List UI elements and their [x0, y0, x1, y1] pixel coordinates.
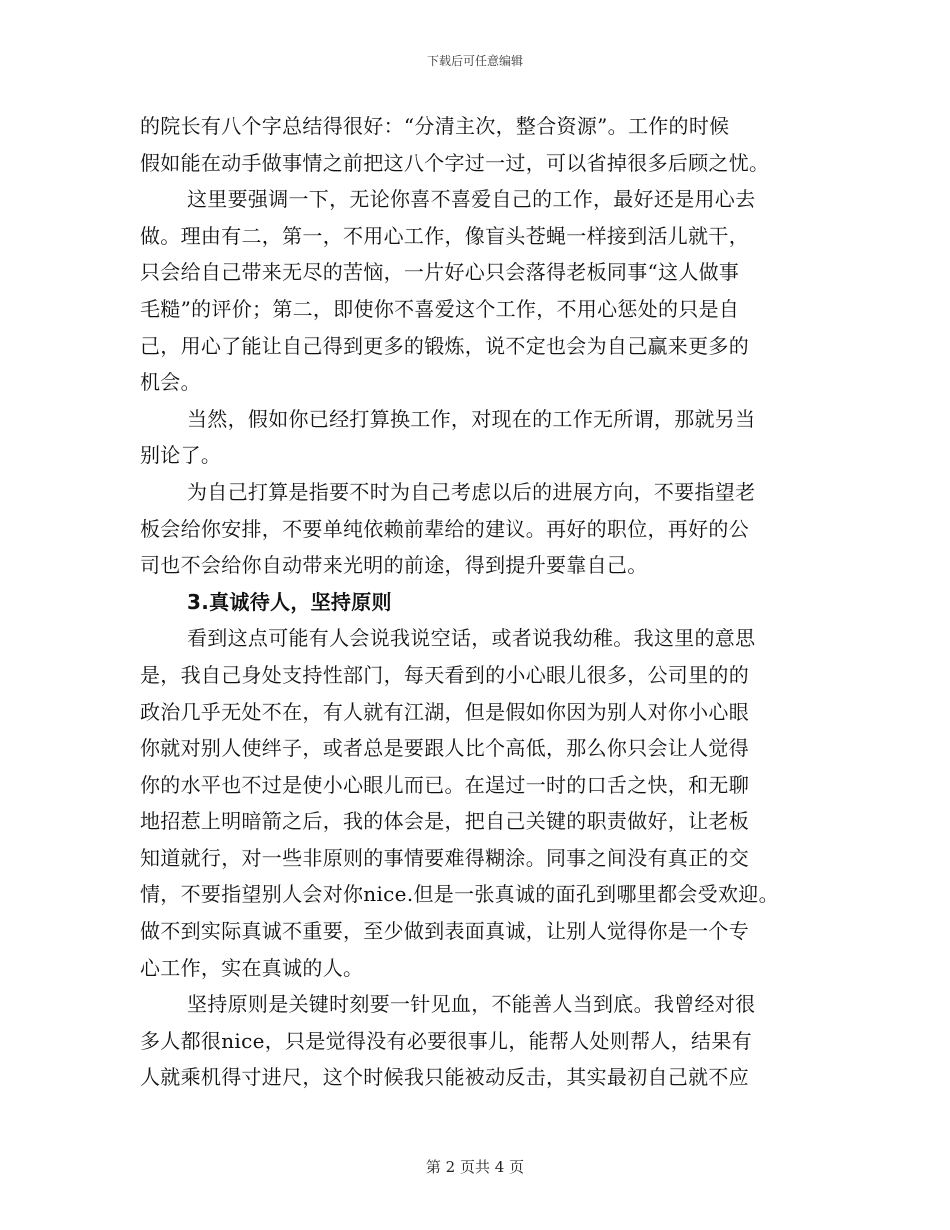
text-line: 假如能在动手做事情之前把这八个字过一过，可以省掉很多后顾之忧。: [140, 150, 770, 175]
text-line: 做不到实际真诚不重要，至少做到表面真诚，让别人觉得你是一个专: [140, 919, 749, 944]
text-line: 多人都很nice，只是觉得没有必要很事儿，能帮人处则帮人，结果有: [140, 1028, 752, 1053]
page-number: 第 2 页共 4 页: [425, 1158, 525, 1176]
section-heading: 3.真诚待人，坚持原则: [187, 589, 392, 614]
text-line: 的院长有八个字总结得很好：“分清主次，整合资源”。工作的时候: [140, 114, 730, 138]
text-line: 你的水平也不过是使小心眼儿而已。在逞过一时的口舌之快，和无聊: [140, 772, 749, 797]
page-header: 下载后可任意编辑: [426, 54, 523, 68]
text-line: 政治几乎无处不在，有人就有江湖，但是假如你因为别人对你小心眼: [140, 699, 749, 724]
text-line: 知道就行，对一些非原则的事情要难得糊涂。同事之间没有真正的交: [140, 845, 749, 870]
text-line: 别论了。: [140, 443, 222, 468]
text-line: 当然，假如你已经打算换工作，对现在的工作无所谓，那就另当: [187, 406, 756, 431]
document-body: [140, 108, 820, 1096]
text-line: 心工作，实在真诚的人。: [140, 955, 364, 980]
text-line: 是，我自己身处支持性部门，每天看到的小心眼儿很多，公司里的的: [140, 662, 749, 687]
text-line: 板会给你安排，不要单纯依赖前辈给的建议。再好的职位，再好的公: [140, 516, 749, 541]
text-line: 司也不会给你自动带来光明的前途，得到提升要靠自己。: [140, 553, 648, 578]
text-line: 你就对别人使绊子，或者总是要跟人比个高低，那么你只会让人觉得: [140, 736, 749, 761]
text-line: 做。理由有二，第一，不用心工作，像盲头苍蝇一样接到活儿就干，: [140, 223, 749, 248]
text-line: 机会。: [140, 370, 201, 395]
text-line: 己，用心了能让自己得到更多的锻炼，说不定也会为自己赢来更多的: [140, 333, 749, 358]
text-line: 这里要强调一下，无论你喜不喜爱自己的工作，最好还是用心去: [187, 187, 756, 212]
text-line: 情，不要指望别人会对你nice.但是一张真诚的面孔到哪里都会受欢迎。: [140, 882, 779, 907]
text-line: 毛糙”的评价；第二，即使你不喜爱这个工作，不用心惩处的只是自: [140, 296, 740, 321]
text-line: 坚持原则是关键时刻要一针见血，不能善人当到底。我曾经对很: [187, 992, 756, 1017]
text-line: 为自己打算是指要不时为自己考虑以后的进展方向，不要指望老: [187, 479, 756, 504]
text-line: 地招惹上明暗箭之后，我的体会是，把自己关键的职责做好，让老板: [140, 809, 749, 834]
text-line: 人就乘机得寸进尺，这个时候我只能被动反击，其实最初自己就不应: [140, 1065, 749, 1090]
text-line: 只会给自己带来无尽的苦恼，一片好心只会落得老板同事“这人做事: [140, 260, 740, 285]
text-line: 看到这点可能有人会说我说空话，或者说我幼稚。我这里的意思: [187, 626, 756, 651]
